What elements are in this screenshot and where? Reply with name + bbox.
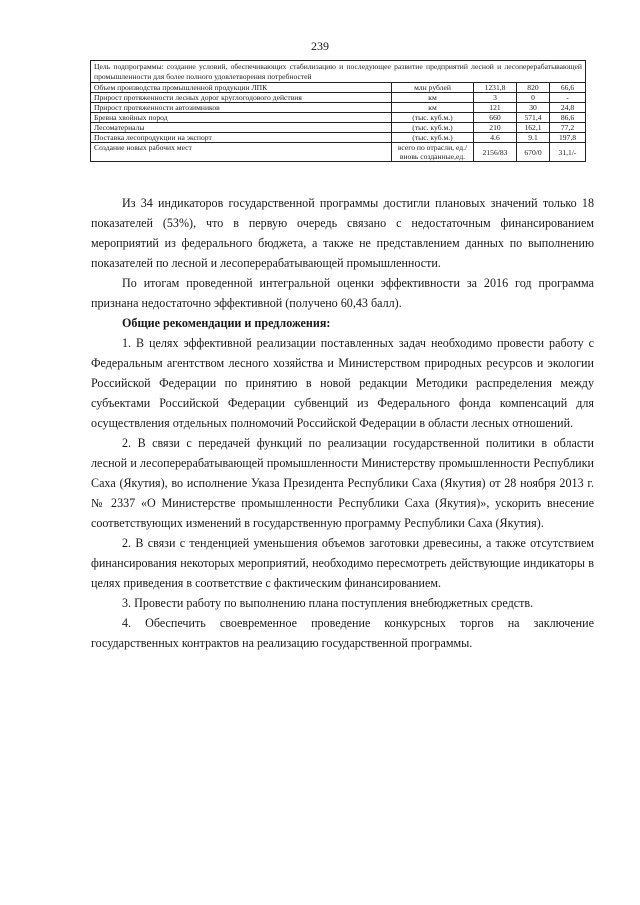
indicator-percent: 197,8 — [550, 133, 586, 143]
indicator-name: Прирост протяженности автозимников — [91, 103, 392, 113]
indicator-plan: 660 — [474, 113, 517, 123]
indicator-percent: 66,6 — [550, 83, 586, 93]
indicator-unit: всего по отрасли, ед./вновь созданные,ед. — [392, 143, 474, 162]
section-heading: Общие рекомендации и предложения: — [122, 316, 331, 330]
indicator-unit: (тыс. куб.м.) — [392, 133, 474, 143]
indicator-fact: 820 — [517, 83, 550, 93]
indicator-unit: (тыс. куб.м.) — [392, 123, 474, 133]
indicator-percent: 77,2 — [550, 123, 586, 133]
table-row — [91, 93, 586, 103]
indicator-percent: 31,1/- — [550, 143, 586, 162]
subprogram-goal: Цель подпрограммы: создание условий, обеспечивающих стабилизацию и последующее развитие предприятий лесной и лесоперерабатывающей промышленности для более полного удовлетворения потребностей — [91, 61, 586, 83]
indicator-name: Поставка лесопродукции на экспорт — [91, 133, 392, 143]
table-row — [91, 83, 586, 93]
table-row-goal — [91, 61, 586, 83]
indicator-plan: 4.6 — [474, 133, 517, 143]
paragraph-evaluation: По итогам проведенной интегральной оценки эффективности за 2016 год программа признана недостаточно эффективной (получено 60,43 балл). — [91, 276, 594, 310]
indicator-plan: 121 — [474, 103, 517, 113]
recommendation-5: 4. Обеспечить своевременное проведение конкурсных торгов на заключение государственных контрактов на реализацию государственной программы. — [91, 616, 594, 650]
body-text — [91, 193, 594, 653]
indicator-plan: 3 — [474, 93, 517, 103]
indicator-plan: 2156/83 — [474, 143, 517, 162]
paragraph-indicators: Из 34 индикаторов государственной программы достигли плановых значений только 18 показателей (53%), что в первую очередь связано с недостаточным финансированием мероприятий из федерального бюджета, а также не представлением данных по выполнению показателей по лесной и лесоперерабатывающей промышленности. — [91, 196, 594, 270]
indicator-unit: км — [392, 93, 474, 103]
recommendation-3: 2. В связи с тенденцией уменьшения объемов заготовки древесины, а также отсутствием финансирования некоторых мероприятий, необходимо пересмотреть действующие индикаторы в целях приведения в соответствие с фактическим финансированием. — [91, 536, 594, 590]
indicator-percent: - — [550, 93, 586, 103]
recommendation-2: 2. В связи с передачей функций по реализации государственной политики в области лесной и лесоперерабатывающей промышленности Министерству промышленности Республики Саха (Якутия), во исполнение Указа Президента Республики Саха (Якутия) от 28 ноября 2013 г. № 2337 «О Министерстве промышленности Республики Саха (Якутия)», ускорить внесение соответствующих изменений в государственную программу Республики Саха (Якутия). — [91, 436, 594, 530]
recommendation-1: 1. В целях эффективной реализации поставленных задач необходимо провести работу с Федеральным агентством лесного хозяйства и Министерством природных ресурсов и экологии Российской Федерации по принятию в новой редакции Методики распределения между субъектами Российской Федерации субвенций из Федерального фонда компенсаций для осуществления отдельных полномочий Российской Федерации в области лесных отношений. — [91, 336, 594, 430]
indicator-name: Бревна хвойных пород — [91, 113, 392, 123]
indicator-name: Лесоматериалы — [91, 123, 392, 133]
indicator-unit: млн рублей — [392, 83, 474, 93]
indicator-unit: км — [392, 103, 474, 113]
table-row — [91, 103, 586, 113]
indicator-fact: 30 — [517, 103, 550, 113]
indicator-plan: 210 — [474, 123, 517, 133]
indicator-name: Объем производства промышленной продукции ЛПК — [91, 83, 392, 93]
indicator-percent: 24,8 — [550, 103, 586, 113]
indicator-fact: 0 — [517, 93, 550, 103]
table-row — [91, 123, 586, 133]
page-number: 239 — [311, 39, 329, 53]
indicator-fact: 571,4 — [517, 113, 550, 123]
indicator-name: Создание новых рабочих мест — [91, 143, 392, 162]
indicator-unit: (тыс. куб.м.) — [392, 113, 474, 123]
recommendation-4: 3. Провести работу по выполнению плана поступления внебюджетных средств. — [122, 596, 534, 610]
table-row — [91, 113, 586, 123]
indicator-plan: 1231,8 — [474, 83, 517, 93]
indicator-fact: 9.1 — [517, 133, 550, 143]
indicator-name: Прирост протяженности лесных дорог круглогодового действия — [91, 93, 392, 103]
indicator-fact: 670/0 — [517, 143, 550, 162]
table-row — [91, 133, 586, 143]
table-row — [91, 143, 586, 162]
indicators-table — [90, 60, 586, 162]
indicator-percent: 86,6 — [550, 113, 586, 123]
indicator-fact: 162,1 — [517, 123, 550, 133]
